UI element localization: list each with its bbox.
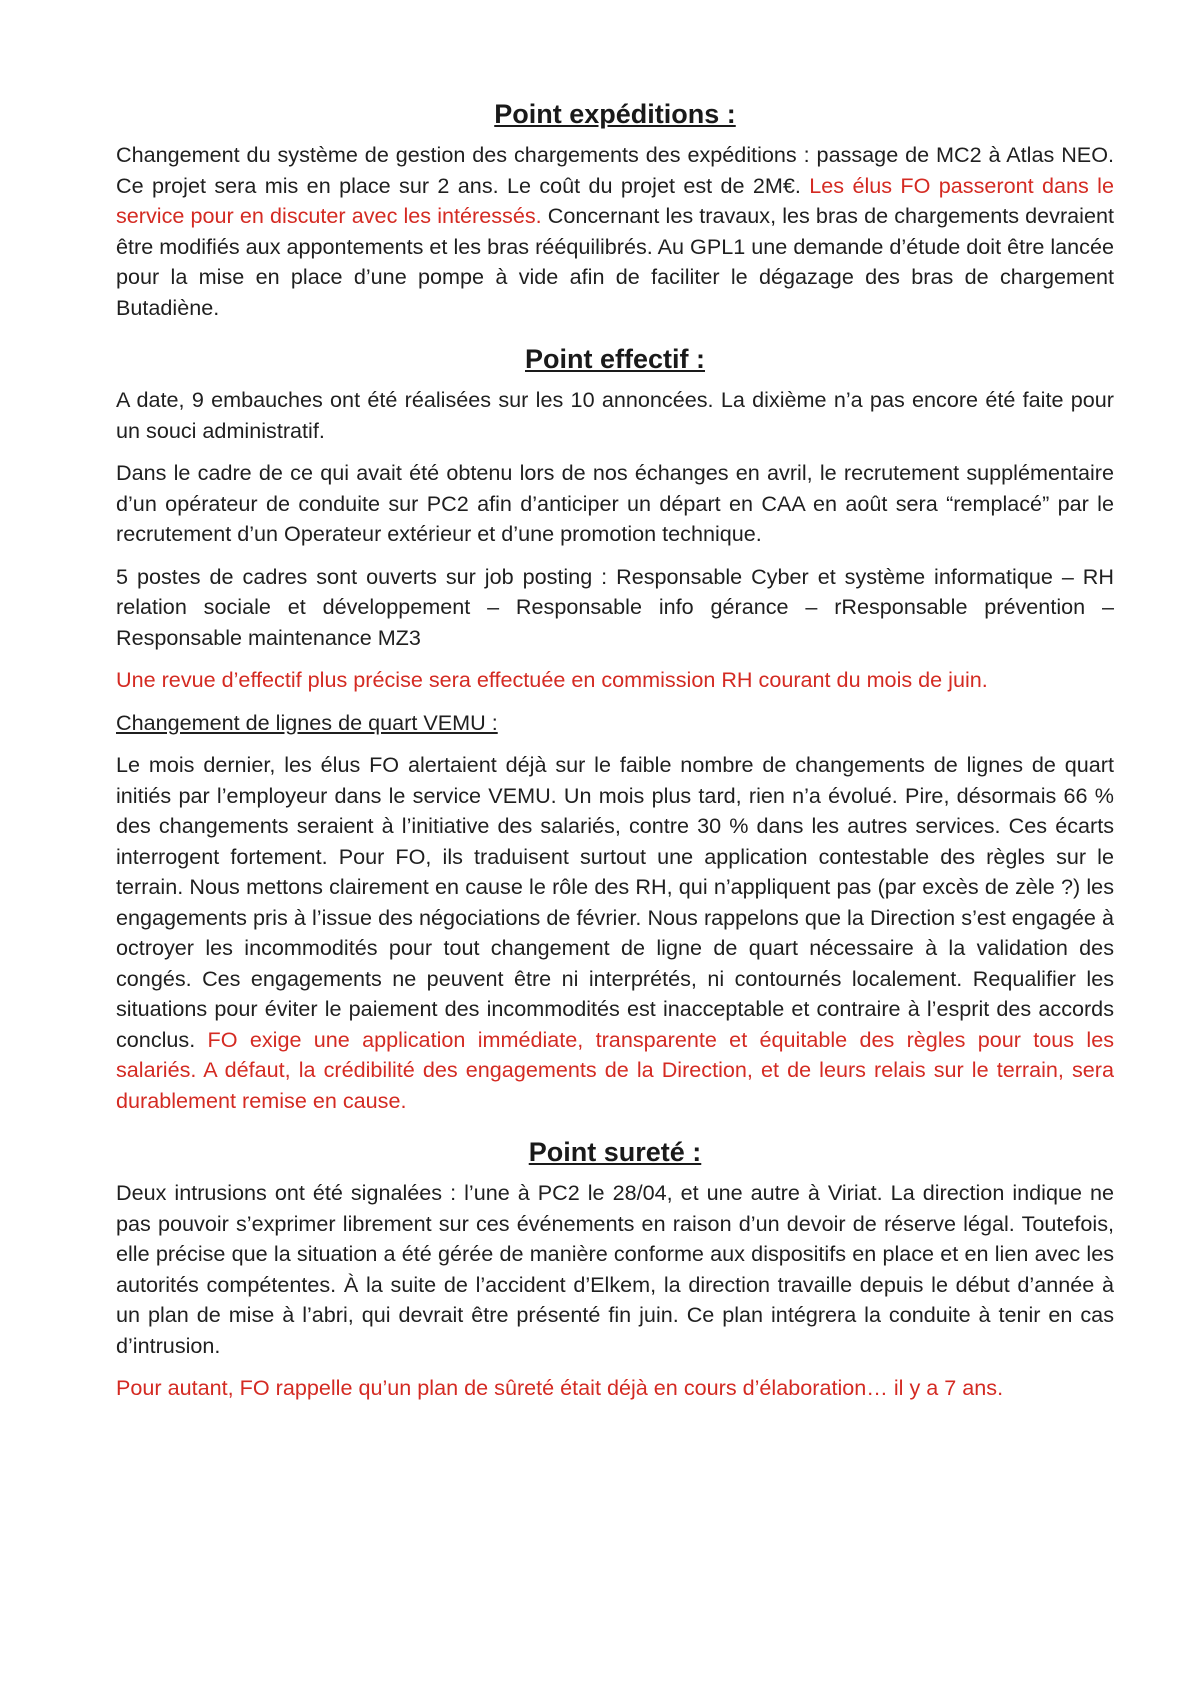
text-run: Le mois dernier, les élus FO alertaient déjà sur le faible nombre de changements de lignes de quart initiés par l’employeur dans le service VEMU. Un mois plus tard, rien n’a évolué. Pire, désormais 66 % des changements seraient à l’initiative des salariés, contre 30 % dans les autres services. Ces écarts interrogent fortement. Pour FO, ils traduisent surtout une application contestable des règles sur le terrain. Nous mettons clairement en cause le rôle des RH, qui n’appliquent pas (par excès de zèle ?) les engagements pris à l’issue des négociations de février. Nous rappelons que la Direction s’est engagée à octroyer les incommodités pour tout changement de ligne de quart nécessaire à la validation des congés. Ces engagements ne peuvent être ni interprétés, ni contournés localement. Requalifier les situations pour éviter le paiement des incommodités est inacceptable et contraire à l’esprit des accords conclus. [116,752,1114,1052]
text-run: Changement du système de gestion des chargements des expéditions : passage de MC2 à Atlas NEO. Ce projet sera mis en place sur 2 ans. Le coût du projet est de 2M€. [116,142,1114,198]
text-run: A date, 9 embauches ont été réalisées sur les 10 annoncées. La dixième n’a pas encore été faite pour un souci administratif. [116,387,1114,443]
section-expeditions [116,96,1114,323]
section-effectif [116,341,1114,1116]
text-run: Deux intrusions ont été signalées : l’une à PC2 le 28/04, et une autre à Viriat. La direction indique ne pas pouvoir s’exprimer librement sur ces événements en raison d’un devoir de réserve légal. Toutefois, elle précise que la situation a été gérée de manière conforme aux dispositifs en place et en lien avec les autorités compétentes. À la suite de l’accident d’Elkem, la direction travaille depuis le début d’année à un plan de mise à l’abri, qui devrait être présenté fin juin. Ce plan intégrera la conduite à tenir en cas d’intrusion. [116,1180,1114,1358]
paragraph [116,562,1114,654]
highlight-text-run: Pour autant, FO rappelle qu’un plan de sûreté était déjà en cours d’élaboration… il y a 7 ans. [116,1375,1004,1400]
text-run: Dans le cadre de ce qui avait été obtenu lors de nos échanges en avril, le recrutement supplémentaire d’un opérateur de conduite sur PC2 afin d’anticiper un départ en CAA en août sera “remplacé” par le recrutement d’un Operateur extérieur et d’une promotion technique. [116,460,1114,546]
highlight-text-run: Les élus FO passeront dans le service pour en discuter avec les intéressés. [116,172,1114,228]
section-surete [116,1134,1114,1404]
paragraph [116,1178,1114,1361]
highlight-text-run: FO exige une application immédiate, transparente et équitable des règles pour tous les salariés. A défaut, la crédibilité des engagements de la Direction, et de leurs relais sur le terrain, sera durablement remise en cause. [116,1026,1115,1113]
text-run: 5 postes de cadres sont ouverts sur job posting : Responsable Cyber et système informatique – RH relation sociale et développement – Responsable info gérance – rResponsable prévention – Responsable maintenance MZ3 [116,563,1114,650]
section-heading: Point sureté : [528,1137,702,1167]
document-page [116,96,1114,1416]
paragraph [116,140,1114,323]
section-heading: Point expéditions : [494,99,736,129]
subheading-text: Changement de lignes de quart VEMU : [116,709,498,735]
text-run: Concernant les travaux, les bras de chargements devraient être modifiés aux appontements et les bras rééquilibrés. Au GPL1 une demande d’étude doit être lancée pour la mise en place d’une pompe à vide afin de faciliter le dégazage des bras de chargement Butadiène. [116,203,1114,320]
paragraph [116,1373,1114,1404]
subheading [116,708,1114,739]
highlight-text-run: Une revue d’effectif plus précise sera effectuée en commission RH courant du mois de juin. [116,667,988,692]
paragraph [116,750,1114,1116]
paragraph [116,458,1114,550]
paragraph [116,665,1114,696]
section-heading: Point effectif : [525,344,705,374]
paragraph [116,385,1114,446]
